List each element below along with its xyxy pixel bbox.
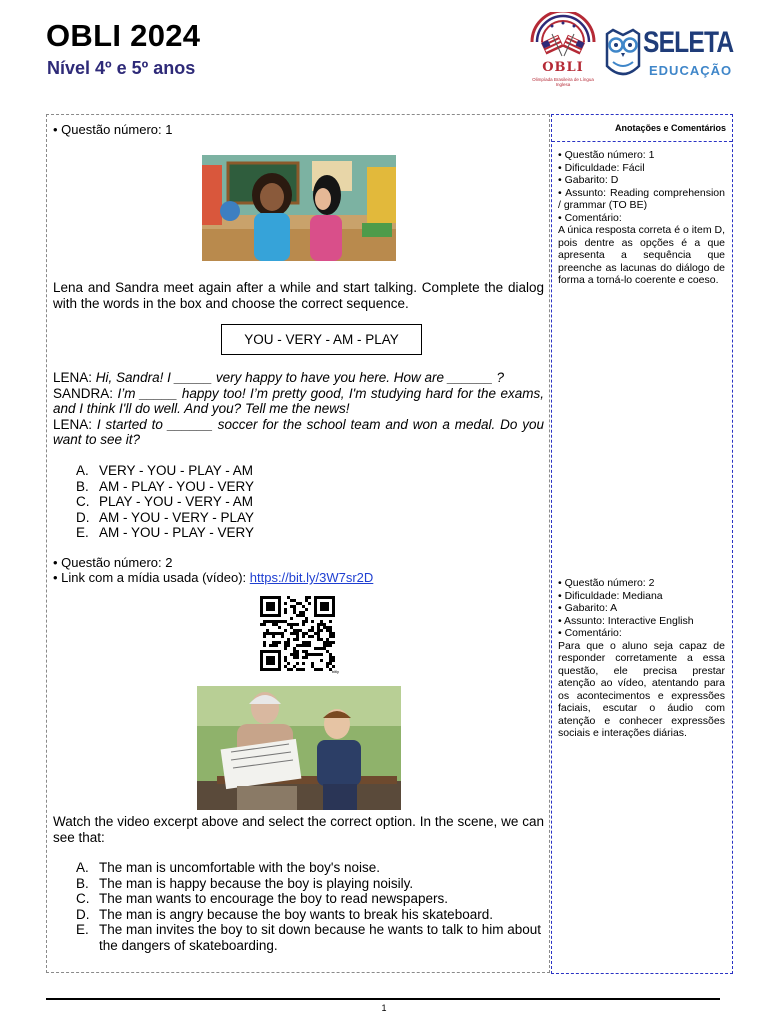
note-comment: Para que o aluno seja capaz de responder corretamente a essa questão, ele precisa prestar atenção ao vídeo, atentando para os acontecimentos e expressões faciais, escutar o áudio com atenção e conhecer expressões sociais e interações diárias. [558, 639, 725, 739]
seleta-logo-word: SELETA [643, 26, 734, 59]
note-number: • Questão número: 2 [558, 577, 655, 589]
option-text: VERY - YOU - PLAY - AM [99, 463, 254, 478]
option-text: AM - YOU - PLAY - VERY [99, 525, 255, 540]
dialog-speaker: LENA: [53, 370, 93, 385]
owl-icon [603, 26, 643, 82]
option-letter: E. [76, 922, 89, 937]
obli-logo-word: OBLI [542, 60, 584, 75]
q1-prompt: Lena and Sandra meet again after a while and start talking. Complete the dialog with the words in the box and choose the correct sequence. [53, 280, 544, 311]
page-number: 1 [381, 1003, 387, 1013]
q2-prompt: Watch the video excerpt above and select the correct option. In the scene, we can see that: [53, 814, 544, 845]
note-difficulty: • Dificuldade: Mediana [558, 589, 663, 602]
page-title: OBLI 2024 [46, 18, 201, 53]
man-newspaper-boy-image [197, 686, 401, 810]
footer-rule [46, 998, 720, 1000]
q2-options [76, 860, 544, 953]
option-text: AM - PLAY - YOU - VERY [99, 478, 255, 494]
note-subject: • Assunto: Reading comprehension / grammar (TO BE) [558, 186, 725, 211]
q1-options [76, 463, 544, 541]
q2-link-line [53, 570, 373, 585]
note-q1 [558, 149, 725, 287]
option-letter: D. [76, 906, 90, 922]
note-number: • Questão número: 1 [558, 149, 655, 161]
option-item[interactable] [76, 860, 544, 876]
classroom-girls-image [202, 155, 396, 261]
option-text: The man wants to encourage the boy to read newspapers. [99, 891, 448, 906]
dialog-text: I started to ______ soccer for the school team and won a medal. Do you want to see it? [53, 416, 544, 447]
note-q2 [558, 577, 725, 740]
option-letter: D. [76, 509, 90, 525]
option-item[interactable] [76, 494, 544, 510]
option-letter: B. [76, 875, 89, 891]
note-answer: • Gabarito: D [558, 174, 619, 186]
option-letter: B. [76, 478, 89, 494]
dialog-text: I’m _____ happy too! I’m pretty good, I'm studying hard for the exams, and I think I'll do well. And you? Tell me the news! [53, 385, 544, 416]
note-answer: • Gabarito: A [558, 602, 618, 614]
obli-flags-icon [526, 12, 600, 62]
option-text: The man is angry because the boy wants to break his skateboard. [99, 906, 493, 922]
q1-word-box: YOU - VERY - AM - PLAY [221, 324, 422, 355]
q2-link-label: • Link com a mídia usada (vídeo): [53, 570, 250, 585]
qr-code[interactable] [257, 595, 341, 675]
option-text: PLAY - YOU - VERY - AM [99, 494, 254, 509]
note-comment-label: • Comentário: [558, 627, 622, 639]
page-subtitle: Nível 4º e 5º anos [47, 58, 196, 78]
seleta-logo [603, 26, 734, 82]
obli-logo-tagline: Olimpíada Brasileira de Língua Inglesa [532, 77, 594, 87]
dialog-line [53, 417, 544, 448]
option-letter: A. [76, 463, 89, 478]
option-text: The man invites the boy to sit down because he wants to talk to him about the dangers of skateboarding. [99, 922, 541, 953]
q2-number: • Questão número: 2 [53, 555, 173, 570]
dialog-text: Hi, Sandra! I _____ very happy to have you here. How are ______ ? [95, 370, 505, 385]
annotations-heading: Anotações e Comentários [552, 115, 732, 142]
option-item[interactable] [76, 525, 544, 541]
option-letter: C. [76, 494, 90, 509]
option-letter: E. [76, 525, 89, 540]
note-comment: A única resposta correta é o item D, pois dentre as opções é a que apresenta a sequência que preenche as lacunas do diálogo de forma a torná-lo coerente e coeso. [558, 224, 725, 286]
seleta-logo-sub: EDUCAÇÃO [649, 63, 733, 78]
dialog-speaker: LENA: [53, 416, 93, 432]
dialog-speaker: SANDRA: [53, 385, 114, 401]
q1-number: • Questão número: 1 [53, 122, 173, 137]
qr-label: bitly [331, 669, 339, 674]
option-item[interactable] [76, 891, 544, 907]
option-letter: C. [76, 891, 90, 906]
option-text: The man is happy because the boy is playing noisily. [99, 875, 414, 891]
dialog-line [53, 370, 544, 386]
obli-logo [526, 12, 600, 92]
option-item[interactable] [76, 876, 544, 892]
dialog-line [53, 386, 544, 417]
option-item[interactable] [76, 510, 544, 526]
option-item[interactable] [76, 907, 544, 923]
note-subject: • Assunto: Interactive English [558, 614, 694, 627]
note-difficulty: • Dificuldade: Fácil [558, 161, 645, 174]
option-text: The man is uncomfortable with the boy's noise. [99, 860, 380, 875]
option-item[interactable] [76, 479, 544, 495]
note-comment-label: • Comentário: [558, 211, 622, 224]
q1-dialog [53, 370, 544, 448]
option-text: AM - YOU - VERY - PLAY [99, 509, 255, 525]
option-letter: A. [76, 860, 89, 875]
video-link[interactable]: https://bit.ly/3W7sr2D [249, 570, 374, 585]
option-item[interactable] [76, 922, 544, 953]
option-item[interactable] [76, 463, 544, 479]
